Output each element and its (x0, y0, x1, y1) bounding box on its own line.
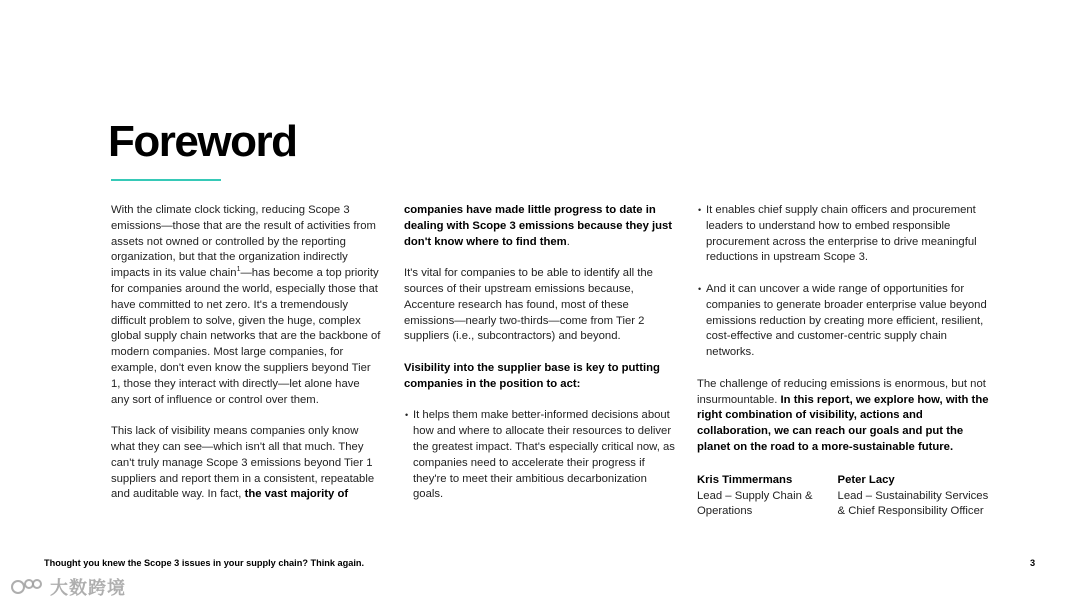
signature-role: Lead – Supply Chain & Operations (697, 489, 813, 518)
column-2-paragraph-2: It's vital for companies to be able to identify all the sources of their upstream emissions because, Accenture research has found, most of these emissions—nearly two-thirds—come from Tier 2 suppliers (i.e., subcontractors) and beyond. (404, 267, 653, 343)
page-number: 3 (1030, 558, 1036, 568)
column-3-bullet-list (697, 203, 997, 361)
column-2-heading: Visibility into the supplier base is key to putting companies in the position to act: (404, 361, 660, 390)
column-2-bullet-list (404, 408, 676, 503)
signature-kris-timmermans (697, 473, 838, 520)
column-3 (697, 203, 997, 520)
footer-report-title: Thought you knew the Scope 3 issues in your supply chain? Think again. (44, 558, 365, 568)
title-accent-rule (111, 179, 221, 181)
watermark-logo-icon (10, 576, 44, 598)
signature-role: Lead – Sustainability Services & Chief Responsibility Officer (837, 489, 989, 518)
watermark (10, 574, 126, 600)
column-2 (404, 203, 676, 503)
signatures (697, 473, 997, 520)
list-item: • It enables chief supply chain officers and procurement leaders to understand how to embed responsible procurement across the enterprise to drive meaningful reductions in upstream Scope 3. (697, 203, 997, 266)
watermark-text: 大数跨境 (50, 578, 126, 598)
signature-peter-lacy (838, 473, 997, 520)
column-3-paragraph: The challenge of reducing emissions is enormous, but not insurmountable. In this report, we explore how, with the right combination of visibility, actions and collaboration, we can reach our goals and put the planet on the road to a more-sustainable future. (697, 377, 989, 453)
signature-name: Kris Timmermans (697, 473, 793, 486)
column-1 (111, 203, 381, 503)
signature-name: Peter Lacy (837, 473, 895, 486)
list-item: • And it can uncover a wide range of opportunities for companies to generate broader enterprise value beyond emissions reduction by creating more efficient, resilient, cost-effective and customer-centric supply chain networks. (697, 282, 997, 361)
column-1-paragraph-1: With the climate clock ticking, reducing Scope 3 emissions—those that are the result of activities from assets not owned or controlled by the reporting organization, but that the organization indirectly impacts in its value chain$^1$—has become a top priority for companies around the world, especially those that have committed to net zero. It's a tremendously difficult problem to solve, given the huge, complex global supply chain networks that are the backbone of modern companies. Most large companies, for example, don't even know the suppliers beyond Tier 1, those they interact with directly—let alone have any sort of influence or control over them. (111, 204, 381, 406)
page-title: Foreword (108, 117, 297, 166)
column-1-paragraph-2: This lack of visibility means companies only know what they can see—which isn't all that much. They can't truly manage Scope 3 emissions beyond Tier 1 suppliers and report them in a consistent, repeatable and auditable way. In fact, the vast majority of (111, 425, 375, 501)
list-item: • It helps them make better-informed decisions about how and where to allocate their resources to deliver the greatest impact. That's especially critical now, as companies need to accelerate their progress if they're to meet their ambitious decarbonization goals. (404, 408, 676, 503)
footnote-marker[interactable]: 1 (236, 266, 241, 274)
column-2-paragraph-1: companies have made little progress to date in dealing with Scope 3 emissions because they just don't know where to find them. (404, 204, 673, 248)
